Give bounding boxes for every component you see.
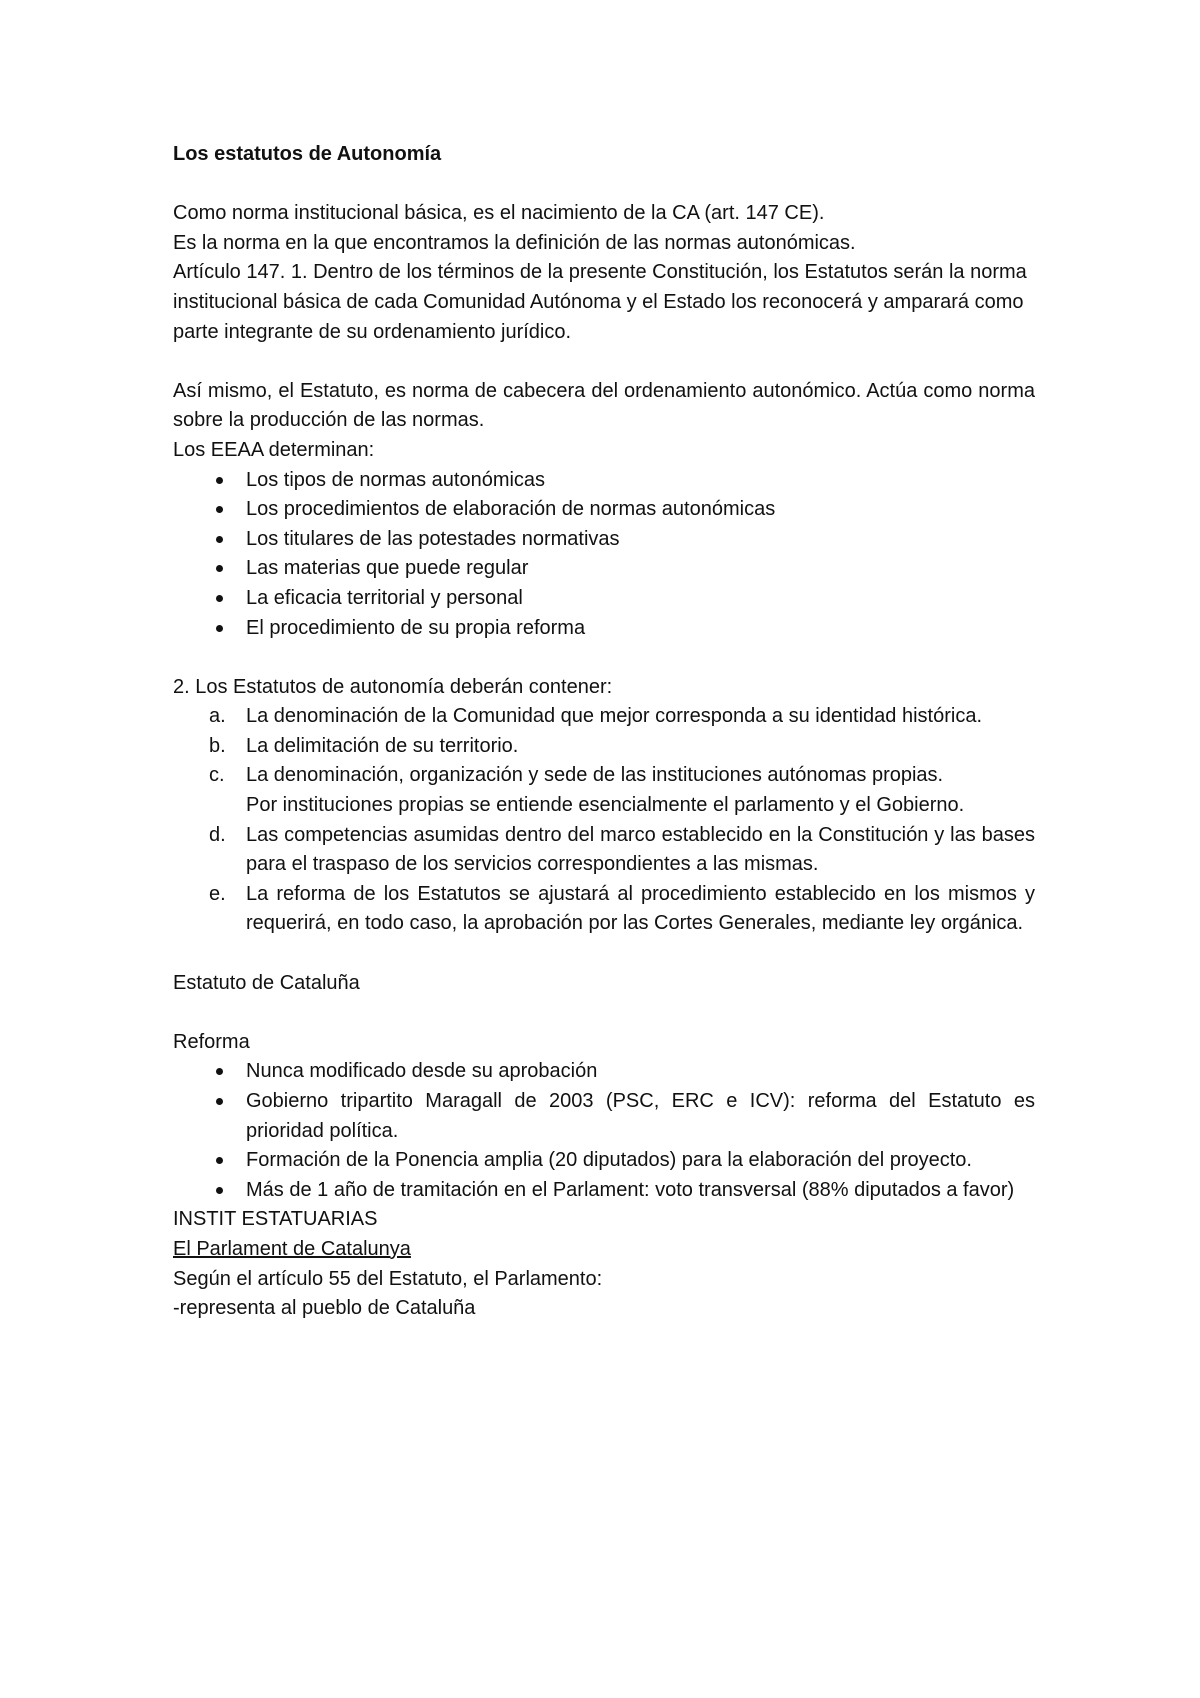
document-title: Los estatutos de Autonomía <box>173 143 442 165</box>
reforma-list <box>173 1057 1035 1205</box>
article-147-paragraph: Artículo 147. 1. Dentro de los términos de la presente Constitución, los Estatutos serán la norma institucional básica de cada Comunidad Autónoma y el Estado los reconocerá y amparará como parte integrante de su ordenamiento jurídico. <box>173 261 1027 343</box>
cabecera-paragraph: Así mismo, el Estatuto, es norma de cabecera del ordenamiento autonómico. Actúa como norma sobre la producción de las normas. <box>173 379 1035 432</box>
list-item <box>173 702 1035 732</box>
articulo-55-line: Según el artículo 55 del Estatuto, el Parlamento: <box>173 1267 603 1290</box>
blank-line <box>173 643 1035 673</box>
list-item-note: Por instituciones propias se entiende esencialmente el parlamento y el Gobierno. <box>246 794 965 817</box>
list-item: Los tipos de normas autonómicas <box>173 466 1035 496</box>
list-marker: a. <box>209 705 226 728</box>
blank-line <box>173 998 1035 1028</box>
list-item: Gobierno tripartito Maragall de 2003 (PSC, ERC e ICV): reforma del Estatuto es prioridad política. <box>173 1087 1035 1146</box>
list-item-text: La reforma de los Estatutos se ajustará al procedimiento establecido en los mismos y requerirá, en todo caso, la aprobación por las Cortes Generales, mediante ley orgánica. <box>246 882 1035 935</box>
blank-line <box>173 347 1035 377</box>
list-item-text: La denominación, organización y sede de las instituciones autónomas propias. <box>246 764 944 787</box>
contenido-intro: 2. Los Estatutos de autonomía deberán contener: <box>173 675 613 698</box>
cataluna-heading: Estatuto de Cataluña <box>173 971 360 994</box>
blank-line <box>173 939 1035 969</box>
list-item: El procedimiento de su propia reforma <box>173 614 1035 644</box>
intro-line-1: Como norma institucional básica, es el nacimiento de la CA (art. 147 CE). <box>173 202 825 225</box>
list-item <box>173 880 1035 939</box>
list-marker: b. <box>209 734 226 757</box>
document-page <box>173 140 1035 1324</box>
contenido-list <box>173 702 1035 939</box>
representa-line: -representa al pueblo de Cataluña <box>173 1297 476 1320</box>
list-item: Más de 1 año de tramitación en el Parlament: voto transversal (88% diputados a favor) <box>173 1176 1035 1206</box>
eeaa-list <box>173 466 1035 644</box>
list-marker: e. <box>209 882 226 905</box>
list-item <box>173 761 1035 820</box>
parlament-heading: El Parlament de Catalunya <box>173 1237 411 1260</box>
intro-line-2: Es la norma en la que encontramos la definición de las normas autonómicas. <box>173 231 856 254</box>
list-item: La eficacia territorial y personal <box>173 584 1035 614</box>
list-item-text: La denominación de la Comunidad que mejor corresponda a su identidad histórica. <box>246 705 983 728</box>
list-item: Los titulares de las potestades normativas <box>173 525 1035 555</box>
list-marker: c. <box>209 764 225 787</box>
instit-heading: INSTIT ESTATUARIAS <box>173 1208 378 1231</box>
list-item: Formación de la Ponencia amplia (20 diputados) para la elaboración del proyecto. <box>173 1146 1035 1176</box>
list-item: Las materias que puede regular <box>173 554 1035 584</box>
list-item: Nunca modificado desde su aprobación <box>173 1057 1035 1087</box>
list-item <box>173 821 1035 880</box>
reforma-heading: Reforma <box>173 1030 250 1053</box>
list-item-text: Las competencias asumidas dentro del marco establecido en la Constitución y las bases para el traspaso de los servicios correspondientes a las mismas. <box>246 823 1035 876</box>
list-item: Los procedimientos de elaboración de normas autonómicas <box>173 495 1035 525</box>
list-item <box>173 732 1035 762</box>
list-item-text: La delimitación de su territorio. <box>246 734 519 757</box>
eeaa-intro: Los EEAA determinan: <box>173 438 375 461</box>
list-marker: d. <box>209 823 226 846</box>
blank-line <box>173 170 1035 200</box>
